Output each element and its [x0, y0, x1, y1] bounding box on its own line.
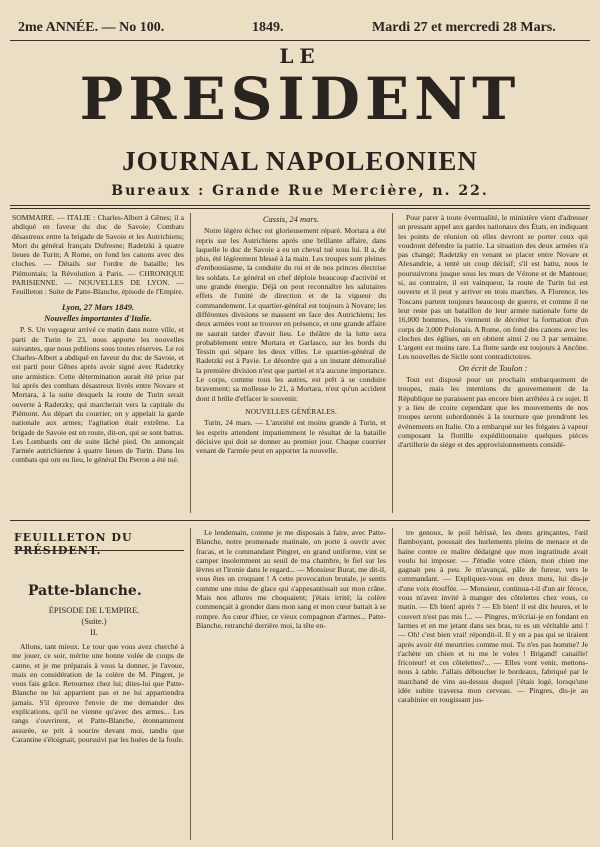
column-left [12, 213, 184, 513]
feuilleton-column-middle [196, 528, 386, 840]
masthead-address: Bureaux : Grande Rue Mercière, n. 22. [111, 183, 489, 199]
toulon-body: Tout est disposé pour un prochain embarquement de troupes, mais les intentions du gouvernement de la République ne paraissent pas encore bien arrêtées à ce sujet. Il y a lieu de croire cependant que les mouvements de nos troupes seront subordonnés à la tournure que prendront les événements en Italie. On a embarqué sur les frégates à vapeur composant la flottille expéditionnaire quelques pièces d'artillerie de siége et des approvisionnements considé- [398, 375, 588, 450]
cassis-dateline: Cassis, 24 mars. [262, 214, 320, 224]
sommaire: SOMMAIRE. — ITALIE : Charles-Albert à Gênes; il a abdiqué en faveur du duc de Savoie; Combats désastreux entre la brigade de Savoie et les Autrichiens; Mort du général français Dufresne; Radetzki à quatre lieues de Turin; A Rome, on fond les canons avec des cloches. — Détails sur l'ordre de bataille; les Piémontais; la Révolution à Paris. — CHRONIQUE PARISIENNE. — NOUVELLES DE LYON. — Feuilleton : Suite de Patte-Blanche, épisode de l'Empire. [12, 213, 184, 297]
feuilleton-divider-2 [392, 528, 393, 840]
toulon-dateline: On écrit de Toulon : [458, 362, 528, 373]
masthead-rule-bottom [10, 208, 590, 209]
lyon-dateline: Lyon, 27 Mars 1849. [61, 301, 135, 312]
feuilleton-banner: FEUILLETON DU PRÉSIDENT. [14, 531, 133, 557]
feuilleton-divider-1 [190, 528, 191, 840]
feuilleton-text-1: Allons, tant mieux. Le tour que vous avez cherché à me jouer, ce soir, mérite une bonne volée de coups de canne, et je me préparais à vous la donner, je l'avoue, mais en considération de la colère de M. Pingret, je vous fais grâce. Retournez chez lui; dites-lui que Patte-Blanche ne lui appartient pas et ne lui appartiendra jamais. S'il éprouve l'envie de me demander des explications, qu'il ne vienne qu'avec des armes... Les rangs s'ouvrirent, et Patte-Blanche, étonnamment assurée, se prit à sourire devant moi, tandis que Carantine s'éloignait, poursuivi par les huées de la foule. [12, 642, 184, 744]
column-divider-2 [392, 213, 393, 513]
feuilleton-chapter: II. [90, 627, 98, 637]
feuilleton-rule [10, 520, 590, 521]
italy-situation-body: Pour parer à toute éventualité, le ministère vient d'adresser un pressant appel aux gardes nationaux des États, en indiquant les points de réunion où elles devront se porter ceux qui voudront défendre la patrie. La situation des deux armées n'a pas changé; Radetzky en venant se placer entre Novare et Alexandrie, a tenté un coup décisif; s'il est battu, nous le poursuivrons jusque sous les murs de Vérone et de Mantoue; si, au contraire, il est vainqueur, la route de Turin lui est ouverte et il peut y arriver en trois marches. A Florence, les Toscans partent toujours beaucoup de guerre, et comme il ne leur reste pas un bataillon de leur armée nationale forte de 16,000 hommes, ils viennent de décréter la formation d'un corps de 3,000 Polonais. A Rome, on fond des canons avec les cloches des églises, on en obtient ainsi 2 ou 3 par semaine. L'argent est moins rare. La flotte sarde est toujours à Ancône. Les nouvelles de Sicile sont contradictoires. [398, 213, 588, 362]
feuilleton-suite: (Suite.) [81, 616, 107, 626]
italy-heading: Nouvelles importantes d'Italie. [44, 312, 152, 323]
feuilleton-banner-rule [14, 550, 184, 551]
issue-number: 2me ANNÉE. — No 100. [18, 20, 165, 35]
feuilleton-text-2: Le lendemain, comme je me disposais à faire, avec Patte-Blanche, notre promenade matinale, on porte à ouvrir avec fracas, et le commandant Pingret, en grand uniforme, vint se camper insolemment au seuil de ma chambre, le fiel sur les lèvres et l'ironie dans le regard... — Monsieur Burat, me dit-il, vous êtes un croquant ! A cette provocation brutale, je sentis comme une mise de glace qui s'appesantissait sur mon crâne. Mais nos allures me choquaient; j'étais irrité; la colère commençait à gronder dans mon sang et mon cœur battait à se rompre. Au cœur d'hier, ce vieux compagnon d'armes... Patte-Blanche, retranché derrière moi, la tête en- [196, 528, 386, 630]
italy-news-body: P. S. Un voyageur arrivé ce matin dans notre ville, et parti de Turin le 23, nous apporte les nouvelles suivantes, que nous publions sous toutes réserves. Le roi Charles-Albert a abdiqué en faveur du duc de Savoie, et est parti pour Gênes après avoir signé avec Radetzky une armistice. Cette détermination aurait été prise par lui après des combats désastreux livrés entre Novare et Mortara, à la suite desquels la route de Turin serait ouverte à Radetzky, qui marcherait vers la capitale du Piémont. Au départ du courrier, on y appelait la garde nationale aux armes; l'agitation était extrême. La brigade de Savoie est en route, dit-on, qui se sont battus. Les Lombards ont de suite lâché pied. On annonçait l'armée autrichienne à quatre lieues de Turin. Dans les combats qui ont eu lieu, le général Du Perron a été tué. [12, 325, 184, 465]
masthead-title: PRESIDENT [79, 65, 521, 133]
masthead-subtitle: JOURNAL NAPOLEONIEN [122, 146, 478, 176]
feuilleton-title: Patte-blanche. [28, 583, 142, 599]
feuilleton-column-left [12, 642, 184, 840]
masthead-le: LE [279, 44, 321, 68]
feuilleton-column-right [398, 528, 588, 840]
column-right [398, 213, 588, 513]
masthead-rule-top [10, 205, 590, 206]
general-news-body: Turin, 24 mars. — L'anxiété est moins grande à Turin, et les esprits attendent impatiemment le résultat de la bataille décisive qui doit se donner au premier jour. Chaque courrier venant de l'armée peut en apporter la nouvelle. [196, 418, 386, 456]
dateline [0, 20, 600, 40]
column-middle [196, 213, 386, 513]
column-divider-1 [190, 213, 191, 513]
issue-date: Mardi 27 et mercredi 28 Mars. [372, 20, 556, 35]
header-rule [10, 40, 590, 41]
feuilleton-text-3: tre genoux, le poil hérissé, les dents grinçantes, l'œil flamboyant, poussait des hurlements pleins de menace et de haine contre ce maître dédaigné que mon ingratitude avait voulu lui imposer. — J'étudie votre chien, mon chien me gagnait peu à peu. Je m'avançai, pâle de fureur, vers le commandant. — Expliquez-vous en deux mots, lui dis-je d'une voix étouffée. — Monsieur, continua-t-il d'un air féroce, vous m'avez invité à manger des côtelettes chez vous, ce matin. — Eh bien! après ? — Eh bien! il est dix heures, et le couvert n'est pas mis !... — Pingres, m'écriai-je en fondant en larmes et en me jetant dans ses bras, tu es un véritable ami ! — Oh! c'est bien vrai! répondit-il. Il y en a pas qui se tiraient après avoir été meurtries comme moi. Tu n'es pas homme? Je t'achète un chien et tu me le voles ! Brigand! canaille! fricoteur! et ces côtelettes?... — Elles vont venir, mettons-nous à table. J'allais déboucher le bordeaux, fabriqué par le marchand de vins au-dessus duquel j'étais logé, lorsqu'une idée subite traversa mon cerveau. — Pingres, dis-je au carabinier en rougissant jus- [398, 528, 588, 705]
cassis-body: Notre légère échec est glorieusement réparé. Mortara a été repris sur les Autrichiens après une brillante affaire, dans laquelle le duc de Savoie a eu un cheval tué sous lui. Il a, de plus, été légèrement blessé à la main. Les troupes sont pleines d'enthousiasme, la conduite du roi et de nos princes électrise les soldats. Le général en chef déploie beaucoup d'activité et une grande énergie. Déjà on peut reconnaître les salutaires effets de l'unité de direction et de la vigueur du commandement. Le quartier-général est toujours à Novare; les différentes divisions se massent en face des Autrichiens; les deux armées vont se trouver en présence, et une grande affaire ne saurait tarder d'avoir lieu. Le théâtre de la lutte sera probablement entre Mortara et Garlasco, sur les bords du Tessin qui sépare les deux villes. Le quartier-général de Radetzki est à Pavie. Le désordre qui a un instant démoralisé la première division n'est que partiel et n'a aucune importance. Le corps, comme tous les autres, est prêt à se conduire bravement; sa mollesse le 21, à Mortara, n'est qu'un accident dont il brûle d'effacer le souvenir. [196, 226, 386, 403]
general-news-heading: NOUVELLES GÉNÉRALES. [245, 406, 337, 416]
issue-year: 1849. [252, 20, 284, 35]
feuilleton-episode: ÉPISODE DE L'EMPIRE. [48, 605, 140, 615]
